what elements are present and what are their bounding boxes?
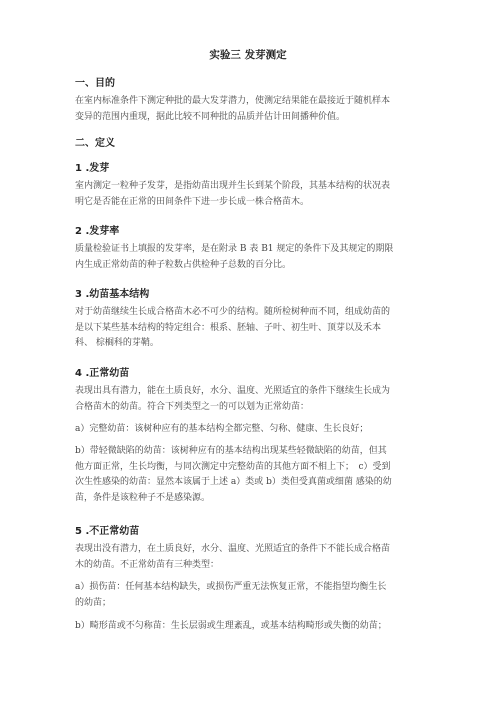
- text-line: 他方面正常，生长均衡，与同次测定中完整幼苗的其他方面不相上下； c）受到: [75, 461, 391, 472]
- text-line: 变异的范围内重现，据此比较不同种批的品质并估计田间播种价值。: [75, 111, 346, 122]
- text-line: 是以下某些基本结构的特定组合：根系、胚轴、子叶、初生叶、顶芽以及禾本: [75, 322, 382, 333]
- normal-seedling-paragraph: [75, 384, 427, 415]
- text-line: 室内测定一粒种子发芽，是指幼苗出现并生长到某个阶段，其基本结构的状况表: [75, 181, 391, 191]
- text-line: 对于幼苗继续生长成合格苗木必不可少的结构。随所检树种而不同，组成幼苗的: [75, 307, 391, 317]
- text-line: a）完整幼苗：该树种应有的基本结构全都完整、匀称、健康、生长良好；: [75, 424, 369, 434]
- abnormal-seedling-type-b: [75, 619, 427, 635]
- definition-heading-germination-rate: 2 .发芽率: [75, 226, 120, 237]
- text-line: a）损伤苗：任何基本结构缺失，或损伤严重无法恢复正常，不能指望均衡生长: [75, 582, 387, 592]
- definition-heading-germination: 1 .发芽: [75, 163, 110, 174]
- definition-heading-seedling-structure: 3 .幼苗基本结构: [75, 289, 150, 300]
- text-line: 次生性感染的幼苗：显然本该属于上述 a）类或 b）类但受真菌或细菌 感染的幼: [75, 477, 392, 487]
- germination-paragraph: [75, 179, 427, 210]
- text-line: 合格苗木的幼苗。符合下列类型之一的可以划为正常幼苗：: [75, 401, 310, 412]
- abnormal-seedling-type-a: [75, 580, 427, 611]
- text-line: b）带轻微缺陷的幼苗：该树种应有的基本结构出现某些轻微缺陷的幼苗，但其: [75, 446, 387, 456]
- text-line: 苗，条件是该粒种子不是感染源。: [75, 492, 211, 503]
- normal-seedling-type-b: [75, 444, 427, 506]
- definition-heading-normal-seedling: 4 .正常幼苗: [75, 368, 130, 379]
- section-heading-purpose: 一、目的: [75, 78, 115, 89]
- text-line: 质量检验证书上填报的发芽率，是在附录 B 表 B1 规定的条件下及其规定的期限: [75, 244, 394, 254]
- text-line: 的幼苗；: [75, 597, 112, 608]
- text-line: b）畸形苗或不匀称苗：生长层弱或生理紊乱，或基本结构畸形或失衡的幼苗；: [75, 621, 387, 631]
- text-line: 木的幼苗。不正常幼苗有三种类型：: [75, 559, 220, 570]
- document-title: 实验三 发芽测定: [209, 49, 287, 61]
- purpose-paragraph: [75, 94, 427, 125]
- text-line: 表现出没有潜力，在土质良好，水分、温度、光照适宜的条件下不能长成合格苗: [75, 544, 391, 554]
- seedling-structure-paragraph: [75, 305, 427, 352]
- definition-heading-abnormal-seedling: 5 .不正常幼苗: [75, 526, 140, 537]
- text-line: 表现出具有潜力，能在土质良好，水分、温度、光照适宜的条件下继续生长成为: [75, 386, 391, 396]
- text-line: 明它是否能在正常的田间条件下进一步长成一株合格苗木。: [75, 196, 310, 207]
- text-line: 科、 棕榈科的芽鞘。: [75, 338, 159, 348]
- text-line: 内生成正常幼苗的种子粒数占供检种子总数的百分比。: [75, 259, 292, 270]
- germination-rate-paragraph: [75, 242, 427, 273]
- abnormal-seedling-paragraph: [75, 542, 427, 573]
- text-line: 在室内标准条件下测定种批的最大发芽潜力，使测定结果能在最接近于随机样本: [75, 96, 391, 106]
- normal-seedling-type-a: [75, 422, 427, 438]
- section-heading-definitions: 二、定义: [75, 138, 115, 149]
